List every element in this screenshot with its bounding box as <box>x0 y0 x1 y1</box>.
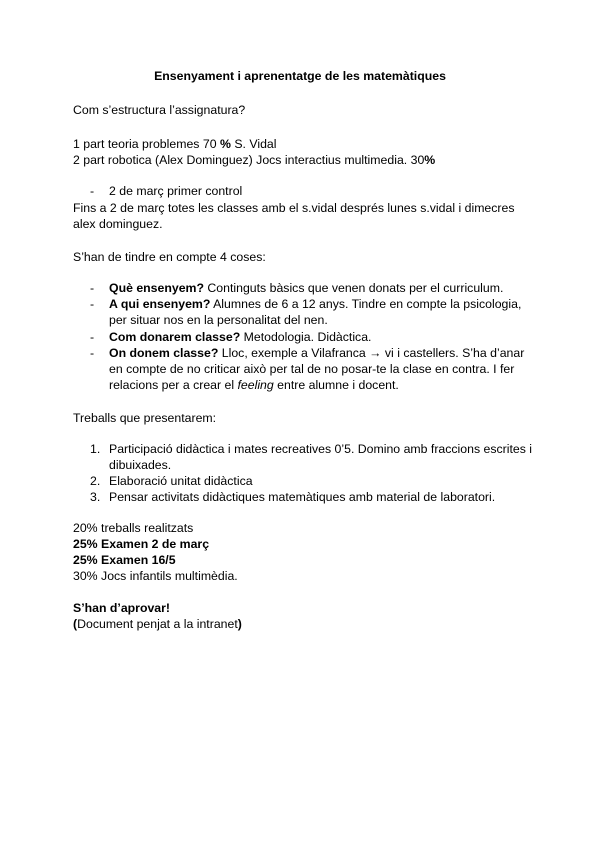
document-note <box>73 616 242 633</box>
fins-line-1: Fins a 2 de març totes les classes amb el s.vidal després lunes s.vidal i dimecres <box>73 201 515 215</box>
treball-2-number: 2. <box>90 474 101 488</box>
cosa-4-continuation-2 <box>109 377 399 394</box>
cosa-3-question: Com donarem classe? <box>109 330 241 344</box>
note-open-paren: ( <box>73 617 78 631</box>
cosa-4-feeling: feeling <box>237 378 274 392</box>
cosa-4-relacions: relacions per a crear el <box>109 378 238 392</box>
cosa-2-answer: Alumnes de 6 a 12 anys. Tindre en compte la psicologia, <box>210 297 522 311</box>
note-close-paren: ) <box>237 617 242 631</box>
fins-line-2: alex dominguez. <box>73 217 163 231</box>
aprovar-heading: S’han d’aprovar! <box>73 601 171 615</box>
note-text: Document penjat a la intranet <box>77 617 238 631</box>
treball-1-line-2: dibuixades. <box>109 458 172 472</box>
cosa-2-continuation: per situar nos en la personalitat del nen. <box>109 313 328 327</box>
part-1-percent: % <box>219 137 231 151</box>
grade-3-text: Examen 16/5 <box>97 553 176 567</box>
treball-3-line: Pensar activitats didàctiques matemàtiques amb material de laboratori. <box>109 490 496 504</box>
part-2-line <box>73 152 435 169</box>
part-2-percent: % <box>424 153 436 167</box>
grade-4 <box>73 568 238 585</box>
grade-4-text: Jocs infantils multimèdia. <box>97 569 238 583</box>
grade-2 <box>73 536 209 553</box>
cosa-4-tail: entre alumne i docent. <box>273 378 399 392</box>
cosa-3-answer: Metodologia. Didàctica. <box>240 330 372 344</box>
treball-2-line: Elaboració unitat didàctica <box>109 474 253 488</box>
document-title: Ensenyament i aprenentatge de les matemàtiques <box>154 69 446 83</box>
grade-3-percent: 25% <box>73 553 98 567</box>
grade-3 <box>73 552 176 569</box>
cosa-2 <box>109 296 521 313</box>
cosa-1 <box>109 280 503 297</box>
part-1-line <box>73 136 276 153</box>
control-text: 2 de març primer control <box>109 184 243 198</box>
grade-1-text: treballs realitzats <box>97 521 194 535</box>
cosa-3-bullet: - <box>90 330 95 344</box>
cosa-2-question: A qui ensenyem? <box>109 297 211 311</box>
treball-1-number: 1. <box>90 442 101 456</box>
coses-intro: S’han de tindre en compte 4 coses: <box>73 250 266 264</box>
cosa-1-question: Què ensenyem? <box>109 281 204 295</box>
treball-1-line-1: Participació didàctica i mates recreatives 0’5. Domino amb fraccions escrites i <box>109 442 533 456</box>
treballs-intro: Treballs que presentarem: <box>73 411 217 425</box>
cosa-4-question: On donem classe? <box>109 346 219 360</box>
grade-2-percent: 25% <box>73 537 98 551</box>
cosa-4 <box>109 345 524 362</box>
question-line: Com s’estructura l’assignatura? <box>73 103 246 117</box>
grade-4-percent: 30% <box>73 569 98 583</box>
part-1-teacher: S. Vidal <box>230 137 277 151</box>
cosa-4-answer: Lloc, exemple a Vilafranca → vi i castellers. S’ha d’anar <box>218 346 525 360</box>
cosa-4-continuation-1: en compte de no criticar això per tal de no posar-te la clase en contra. I fer <box>109 362 515 376</box>
control-bullet: - <box>90 184 95 198</box>
part-1-text: 1 part teoria problemes 70 <box>73 137 220 151</box>
cosa-3 <box>109 329 371 346</box>
cosa-2-bullet: - <box>90 297 95 311</box>
cosa-4-bullet: - <box>90 346 95 360</box>
grade-2-text: Examen 2 de març <box>97 537 210 551</box>
grade-1-percent: 20% <box>73 521 98 535</box>
cosa-1-bullet: - <box>90 281 95 295</box>
cosa-1-answer: Continguts bàsics que venen donats per el curriculum. <box>204 281 504 295</box>
grade-1 <box>73 520 193 537</box>
part-2-text: 2 part robotica (Alex Dominguez) Jocs interactius multimedia. 30 <box>73 153 425 167</box>
treball-3-number: 3. <box>90 490 101 504</box>
